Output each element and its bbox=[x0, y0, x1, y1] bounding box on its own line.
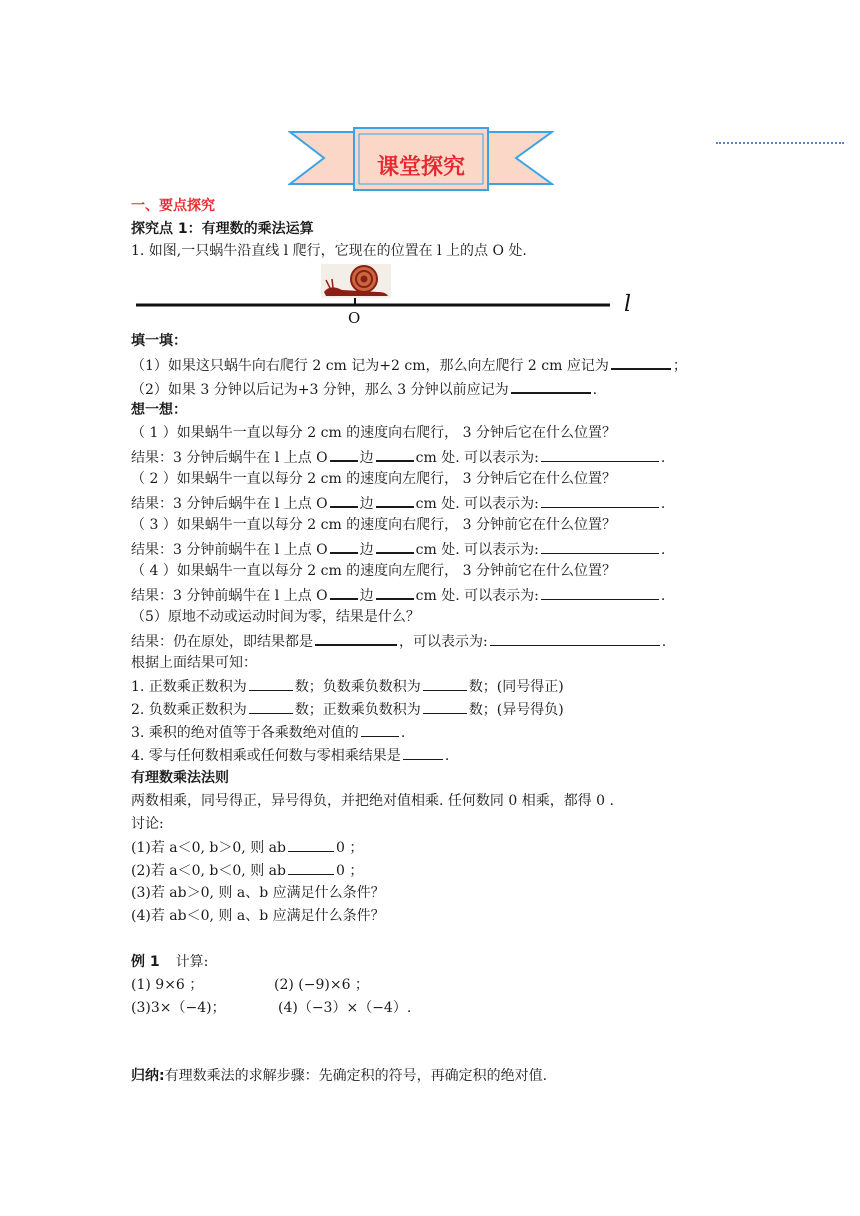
answer-blank[interactable] bbox=[330, 584, 358, 600]
summary-label: 归纳: bbox=[131, 1068, 165, 1084]
discuss-3: (3)若 ab＞0, 则 a、b 应满足什么条件？ bbox=[131, 885, 385, 901]
think-question-2: （ 2 ）如果蜗牛一直以每分 2 cm 的速度向左爬行， 3 分钟后它在什么位置？ bbox=[131, 471, 616, 487]
law-title: 有理数乘法法则 bbox=[131, 770, 229, 786]
rule-3: 3. 乘积的绝对值等于各乘数绝对值的 . bbox=[131, 722, 405, 743]
answer-blank[interactable] bbox=[511, 378, 591, 394]
answer-blank[interactable] bbox=[376, 584, 414, 600]
think-result-4: 结果：3 分钟前蜗牛在 l 上点 O 边 cm 处. 可以表示为: . bbox=[131, 584, 665, 606]
example-item-2: (2) (−9)×6 ； bbox=[274, 977, 369, 993]
answer-blank[interactable] bbox=[403, 745, 443, 760]
think-question-3: （ 3 ）如果蜗牛一直以每分 2 cm 的速度向右爬行， 3 分钟前它在什么位置？ bbox=[131, 517, 616, 533]
snail-icon bbox=[321, 264, 391, 298]
answer-blank[interactable] bbox=[330, 446, 358, 462]
answer-blank[interactable] bbox=[376, 492, 414, 508]
discuss-2: (2)若 a＜0, b＜0, 则 ab 0 ； bbox=[131, 860, 363, 881]
summary bbox=[131, 1066, 547, 1086]
answer-blank[interactable] bbox=[423, 676, 467, 691]
origin-label: O bbox=[348, 309, 361, 327]
discuss-4: (4)若 ab＜0, 则 a、b 应满足什么条件？ bbox=[131, 908, 385, 924]
fill-item-2: （2）如果 3 分钟以后记为+3 分钟，那么 3 分钟以前应记为 . bbox=[131, 378, 597, 400]
dotted-divider bbox=[716, 142, 844, 144]
answer-blank[interactable] bbox=[541, 447, 659, 462]
answer-blank[interactable] bbox=[376, 446, 414, 462]
answer-blank[interactable] bbox=[541, 539, 659, 554]
answer-blank[interactable] bbox=[490, 631, 660, 646]
think-question-1: （ 1 ）如果蜗牛一直以每分 2 cm 的速度向右爬行， 3 分钟后它在什么位置？ bbox=[131, 425, 616, 441]
example-heading bbox=[131, 952, 208, 972]
think-title: 想一想： bbox=[131, 402, 187, 418]
answer-blank[interactable] bbox=[330, 538, 358, 554]
example-item-3: (3)3×（−4)； bbox=[131, 1000, 226, 1016]
answer-blank[interactable] bbox=[376, 538, 414, 554]
think-question-5: （5）原地不动或运动时间为零，结果是什么？ bbox=[131, 609, 420, 625]
discuss-title: 讨论: bbox=[131, 816, 164, 832]
example-label: 例 1 bbox=[131, 954, 160, 970]
conclusion-intro: 根据上面结果可知： bbox=[131, 655, 257, 671]
example-item-1: (1) 9×6 ； bbox=[131, 977, 204, 993]
think-result-2: 结果：3 分钟后蜗牛在 l 上点 O 边 cm 处. 可以表示为: . bbox=[131, 492, 665, 514]
law-text: 两数相乘，同号得正，异号得负，并把绝对值相乘. 任何数同 0 相乘，都得 0 . bbox=[131, 793, 614, 809]
summary-text: 有理数乘法的求解步骤：先确定积的符号，再确定积的绝对值. bbox=[164, 1068, 548, 1084]
answer-blank[interactable] bbox=[249, 676, 293, 691]
rule-4: 4. 零与任何数相乘或任何数与零相乘结果是 . bbox=[131, 745, 449, 766]
think-result-5: 结果：仍在原处，即结果都是 ，可以表示为: . bbox=[131, 630, 666, 652]
answer-blank[interactable] bbox=[611, 354, 671, 370]
example-item-4: (4)（−3）×（−4）. bbox=[278, 1000, 412, 1016]
point-title: 探究点 1：有理数的乘法运算 bbox=[131, 221, 314, 237]
section-heading: 一、要点探究 bbox=[131, 198, 215, 214]
banner-title: 课堂探究 bbox=[376, 155, 465, 180]
rule-2: 2. 负数乘正数积为 数；正数乘负数积为 数；(异号得负) bbox=[131, 699, 564, 720]
answer-blank[interactable] bbox=[288, 860, 334, 875]
answer-blank[interactable] bbox=[330, 492, 358, 508]
fill-item-2-text: （2）如果 3 分钟以后记为+3 分钟，那么 3 分钟以前应记为 bbox=[131, 382, 509, 398]
think-result-3: 结果：3 分钟前蜗牛在 l 上点 O 边 cm 处. 可以表示为: . bbox=[131, 538, 665, 560]
fill-title: 填一填： bbox=[131, 333, 187, 349]
answer-blank[interactable] bbox=[315, 630, 397, 646]
fill-item-1: （1）如果这只蜗牛向右爬行 2 cm 记为+2 cm，那么向左爬行 2 cm 应记为 ； bbox=[131, 354, 687, 376]
question-1: 1. 如图,一只蜗牛沿直线 l 爬行，它现在的位置在 l 上的点 O 处. bbox=[131, 243, 527, 259]
example-text: 计算: bbox=[175, 954, 209, 970]
answer-blank[interactable] bbox=[541, 585, 659, 600]
answer-blank[interactable] bbox=[423, 699, 467, 714]
think-result-1: 结果：3 分钟后蜗牛在 l 上点 O 边 cm 处. 可以表示为: . bbox=[131, 446, 665, 468]
discuss-1: (1)若 a＜0, b＞0, 则 ab 0 ； bbox=[131, 837, 363, 858]
answer-blank[interactable] bbox=[361, 722, 399, 737]
answer-blank[interactable] bbox=[249, 699, 293, 714]
answer-blank[interactable] bbox=[541, 493, 659, 508]
line-label: l bbox=[624, 292, 632, 317]
number-line-figure bbox=[130, 262, 650, 328]
fill-item-1-text: （1）如果这只蜗牛向右爬行 2 cm 记为+2 cm，那么向左爬行 2 cm 应记为 bbox=[131, 358, 609, 374]
think-question-4: （ 4 ）如果蜗牛一直以每分 2 cm 的速度向左爬行， 3 分钟前它在什么位置？ bbox=[131, 563, 616, 579]
rule-1: 1. 正数乘正数积为 数；负数乘负数积为 数；(同号得正) bbox=[131, 676, 564, 697]
answer-blank[interactable] bbox=[288, 837, 334, 852]
